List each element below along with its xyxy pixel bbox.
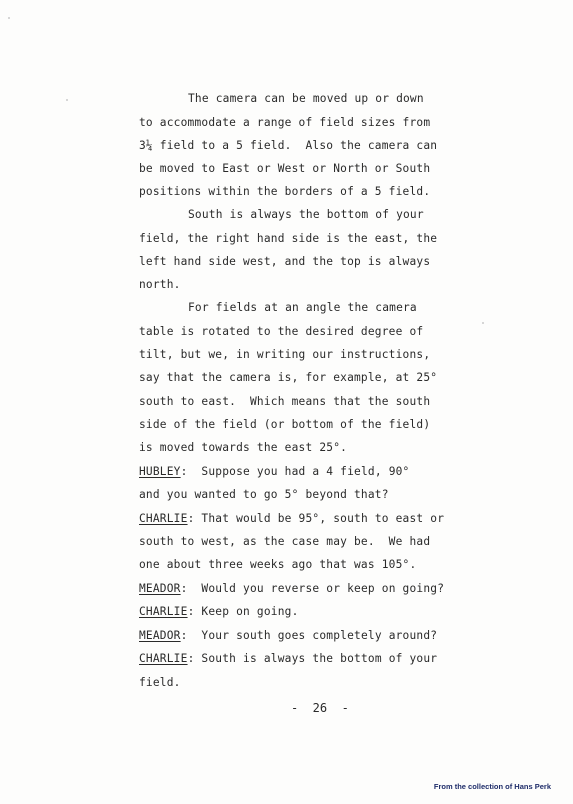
scan-speck [66, 99, 68, 101]
text-line: 3¼ field to a 5 field. Also the camera can [139, 139, 438, 152]
text-line: is moved towards the east 25°. [139, 441, 348, 454]
text-line: one about three weeks ago that was 105°. [139, 558, 417, 571]
text-line: side of the field (or bottom of the field) [139, 418, 431, 431]
dialogue-line [139, 629, 437, 643]
dialogue-line [139, 465, 410, 479]
speaker-name: CHARLIE [139, 605, 188, 618]
speaker-name: MEADOR [139, 582, 181, 595]
dialogue-line [139, 652, 437, 666]
text-line: South is always the bottom of your [188, 208, 424, 221]
text-line: to accommodate a range of field sizes from [139, 116, 431, 129]
page-number: - 26 - [291, 701, 349, 715]
dialogue-text: : Your south goes completely around? [180, 629, 438, 642]
dialogue-text: : That would be 95°, south to east or [187, 512, 445, 525]
text-line: north. [139, 278, 181, 291]
text-line: The camera can be moved up or down [188, 92, 424, 105]
text-line: south to east. Which means that the south [139, 395, 431, 408]
text-line: field, the right hand side is the east, the [139, 232, 438, 245]
speaker-name: MEADOR [139, 629, 181, 642]
dialogue-text: : South is always the bottom of your [187, 652, 438, 665]
speaker-name: CHARLIE [139, 512, 188, 525]
text-line: and you wanted to go 5° beyond that? [139, 488, 389, 501]
text-line: be moved to East or West or North or South [139, 162, 431, 175]
text-line: table is rotated to the desired degree of [139, 325, 424, 338]
dialogue-text: : Suppose you had a 4 field, 90° [180, 465, 410, 478]
dialogue-line [139, 605, 299, 619]
scan-speck [8, 17, 10, 19]
text-line: positions within the borders of a 5 field. [139, 185, 431, 198]
text-line: left hand side west, and the top is always [139, 255, 431, 268]
text-line: tilt, but we, in writing our instructions, [139, 348, 431, 361]
text-line: say that the camera is, for example, at 25° [139, 371, 438, 384]
dialogue-line [139, 512, 444, 526]
scan-speck [482, 322, 484, 324]
text-line: For fields at an angle the camera [188, 301, 417, 314]
dialogue-line [139, 582, 444, 596]
dialogue-text: : Keep on going. [187, 605, 299, 618]
speaker-name: HUBLEY [139, 465, 181, 478]
collection-credit: From the collection of Hans Perk [433, 782, 551, 791]
speaker-name: CHARLIE [139, 652, 188, 665]
text-line: field. [139, 676, 181, 689]
dialogue-text: : Would you reverse or keep on going? [180, 582, 445, 595]
text-line: south to west, as the case may be. We had [139, 535, 431, 548]
